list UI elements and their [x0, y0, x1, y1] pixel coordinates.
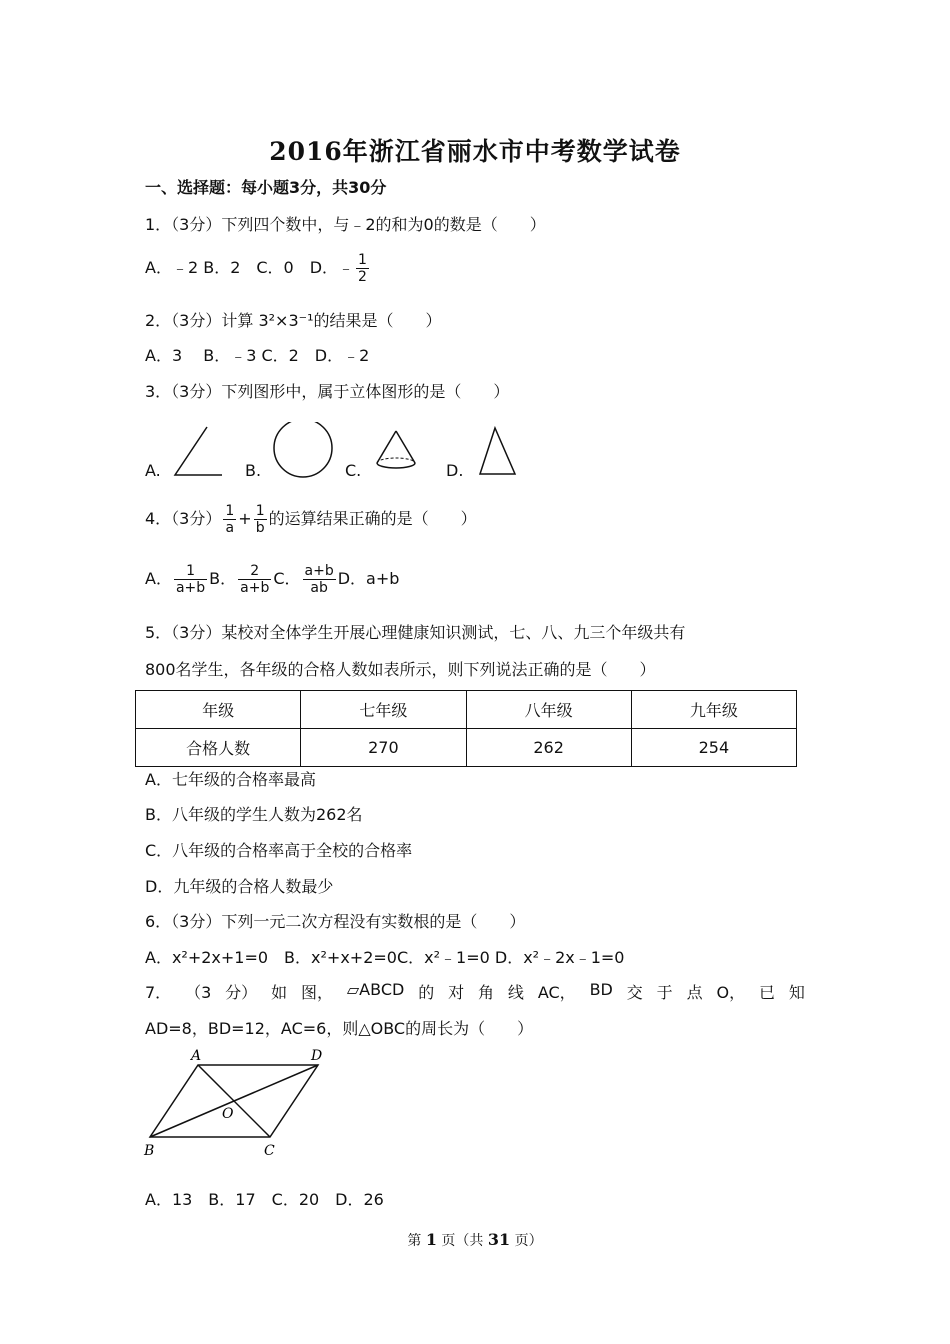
q7-stem-line1 [145, 980, 805, 1003]
table-header-cell: 年级 [136, 691, 301, 729]
table-cell: 254 [631, 729, 796, 767]
q3-label-d: D. [446, 461, 464, 480]
q1-frac-num: 1 [358, 252, 367, 268]
q4-stem-rest: 的运算结果正确的是（ ） [268, 509, 477, 528]
footer-middle: 页（共 [436, 1233, 488, 1249]
page-title: 2016年浙江省丽水市中考数学试卷 [269, 137, 681, 166]
q4-frac-a-den: a [225, 520, 235, 536]
footer-page-number: 1 [425, 1230, 437, 1249]
q7-options: A．13 B．17 C．20 D．26 [145, 1190, 384, 1209]
q7-word: 交 [626, 983, 643, 1002]
q5-option-d: D．九年级的合格人数最少 [145, 877, 334, 896]
q4-number: 4．（3分） [145, 509, 222, 528]
q7-word: 7． [145, 983, 172, 1002]
footer-prefix: 第 [407, 1233, 426, 1249]
q6-options: A．x²+2x+1=0 B．x²+x+2=0C．x²﹣1=0 D．x²﹣2x﹣1=0 [145, 948, 625, 967]
q4-frac-b-num: 1 [255, 503, 265, 519]
q7-word: 如 [271, 983, 288, 1002]
table-header-cell: 八年级 [466, 691, 631, 729]
q7-word: 点 [686, 983, 703, 1002]
q4-option-a-label: A． [145, 569, 172, 588]
q4-option-c-den: ab [310, 580, 328, 596]
table-cell: 262 [466, 729, 631, 767]
q4-options [145, 563, 399, 596]
q5-option-c: C．八年级的合格率高于全校的合格率 [145, 841, 413, 860]
grades-table [135, 690, 797, 767]
q1-frac-den: 2 [358, 269, 367, 285]
q7-word: （3 [185, 983, 212, 1002]
q1-options-text: A．﹣2 B．2 C．0 D．﹣ [145, 258, 355, 277]
q1-stem: 1．（3分）下列四个数中，与﹣2的和为0的数是（ ） [145, 215, 546, 234]
label-c: C [264, 1143, 275, 1159]
q5-option-b: B．八年级的学生人数为262名 [145, 805, 363, 824]
q4-option-a-frac [174, 563, 207, 596]
label-d: D [311, 1048, 323, 1064]
q7-word: BD [589, 980, 613, 999]
diagonal-bd [150, 1065, 318, 1137]
q7-word: 图， [300, 983, 333, 1002]
q4-frac-b [254, 503, 267, 536]
q4-frac-a [223, 503, 236, 536]
table-cell: 270 [301, 729, 466, 767]
q5-option-a: A．七年级的合格率最高 [145, 770, 316, 789]
q4-option-c-num: a+b [304, 563, 334, 579]
q7-word: ▱ABCD [346, 980, 405, 999]
q4-option-a-den: a+b [175, 580, 206, 596]
q7-word: 于 [656, 983, 673, 1002]
q2-options: A．3 B．﹣3 C．2 D．﹣2 [145, 346, 370, 365]
q4-frac-b-den: b [255, 520, 265, 536]
page-footer [0, 1230, 950, 1250]
q2-stem: 2．（3分）计算 3²×3⁻¹的结果是（ ） [145, 311, 442, 330]
q6-stem: 6．（3分）下列一元二次方程没有实数根的是（ ） [145, 912, 526, 931]
q4-option-c-frac [303, 563, 336, 596]
footer-total-pages: 31 [487, 1230, 511, 1249]
q7-word: 已 [758, 983, 775, 1002]
table-header-cell: 九年级 [631, 691, 796, 729]
label-b: B [144, 1143, 155, 1159]
q3-stem: 3．（3分）下列图形中，属于立体图形的是（ ） [145, 382, 510, 401]
q4-option-b-den: a+b [240, 580, 270, 596]
q7-stem-line2: AD=8，BD=12，AC=6，则△OBC的周长为（ ） [145, 1019, 534, 1038]
q1-fraction [356, 252, 369, 285]
q4-plus: + [238, 509, 252, 528]
table-cell: 合格人数 [136, 729, 301, 767]
q4-option-b-label: B． [209, 569, 237, 588]
parallelogram-figure [138, 1045, 338, 1165]
table-header-row [136, 691, 797, 729]
q4-frac-a-num: 1 [225, 503, 235, 519]
angle-shape [175, 427, 222, 475]
q4-option-d: D．a+b [337, 569, 400, 588]
q5-stem-line1: 5．（3分）某校对全体学生开展心理健康知识测试，七、八、九三个年级共有 [145, 623, 686, 642]
table-row [136, 729, 797, 767]
q7-word: 对 [448, 983, 465, 1002]
q7-word: 分） [225, 983, 258, 1002]
circle-shape [274, 422, 332, 477]
q3-label-c: C. [345, 461, 362, 480]
footer-suffix: 页） [510, 1233, 543, 1249]
q3-shapes [170, 422, 530, 482]
q3-label-b: B. [245, 461, 262, 480]
label-a: A [191, 1048, 202, 1064]
q5-stem-line2: 800名学生，各年级的合格人数如表所示，则下列说法正确的是（ ） [145, 660, 656, 679]
section-heading: 一、选择题：每小题3分，共30分 [145, 178, 387, 197]
q3-label-a: A. [145, 461, 161, 480]
q4-option-c-label: C． [273, 569, 301, 588]
q7-word: 线 [507, 983, 524, 1002]
q7-word: AC， [537, 983, 576, 1002]
table-header-cell: 七年级 [301, 691, 466, 729]
label-o: O [222, 1106, 234, 1122]
q7-word: 的 [418, 983, 435, 1002]
q4-option-b-num: 2 [238, 563, 271, 580]
q1-options [145, 252, 371, 285]
q7-word: 角 [478, 983, 495, 1002]
q4-stem [145, 503, 477, 536]
q7-word: 知 [788, 983, 805, 1002]
triangle-shape [480, 428, 515, 474]
q4-option-b-frac [238, 563, 271, 596]
q7-word: O， [716, 983, 746, 1002]
q4-option-a-num: 1 [174, 563, 207, 580]
cone-shape [377, 431, 415, 468]
